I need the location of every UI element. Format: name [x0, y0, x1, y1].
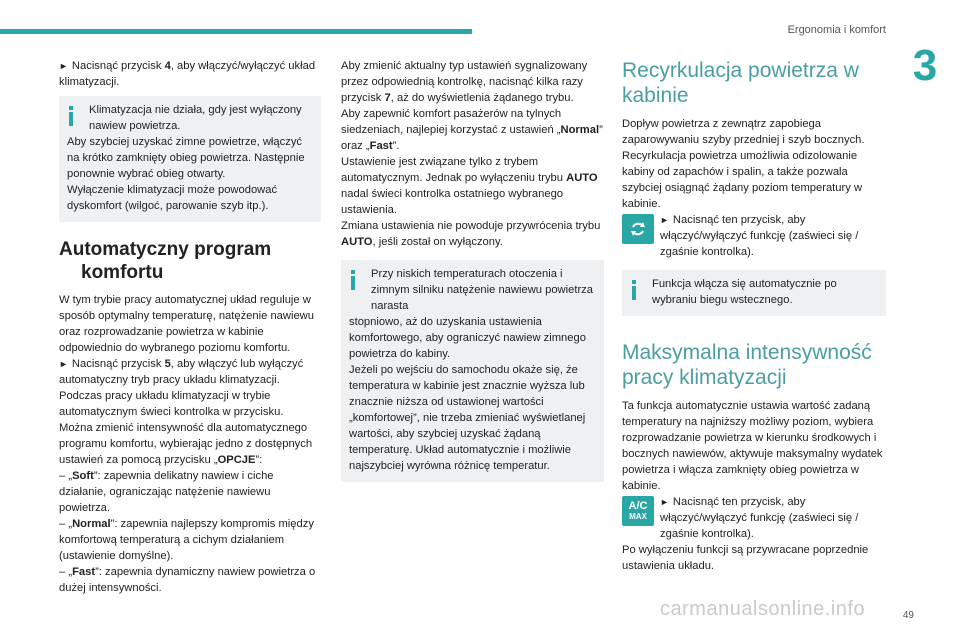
- paragraph: Ustawienie jest związane tylko z trybem automatycznym. Jednak po wyłączeniu trybu AUTO nadal świeci kontrolka ostatniego wybranego ustawienia.: [341, 156, 598, 216]
- list-item: – „Soft”: zapewnia delikatny nawiew i ciche działanie, ograniczając natężenie nawiewu powietrza.: [59, 470, 274, 514]
- info-note: [341, 260, 604, 482]
- chapter-number: 3: [912, 41, 938, 90]
- section-heading: Maksymalna intensywność pracy klimatyzacji: [622, 341, 872, 389]
- arrow-right-icon: ►: [59, 61, 68, 71]
- note-text: Aby szybciej uzyskać zimne powietrze, włączyć na krótko zamknięty obieg powietrza. Następnie ponownie wybrać obieg otwarty. Wyłączenie klimatyzacji może powodować dyskomfort (wilgoć, parowanie szyb itp.).: [67, 136, 305, 212]
- instruction-with-icon: [622, 212, 886, 260]
- instruction-text: Nacisnąć ten przycisk, aby włączyć/wyłączyć funkcję (zaświeci się / zgaśnie kontrolka).: [660, 214, 859, 258]
- arrow-right-icon: ►: [660, 215, 669, 225]
- info-note: [59, 96, 321, 222]
- header-accent-bar: [0, 29, 472, 34]
- info-icon: [632, 280, 636, 300]
- column-right: [622, 58, 886, 574]
- instruction-with-icon: [622, 494, 886, 542]
- arrow-right-icon: ►: [660, 497, 669, 507]
- arrow-right-icon: ►: [59, 359, 68, 369]
- column-middle: [341, 58, 604, 492]
- paragraph: ► Nacisnąć przycisk 4, aby włączyć/wyłączyć układ klimatyzacji.: [59, 60, 316, 88]
- note-text: stopniowo, aż do uzyskania ustawienia komfortowego, aby ograniczyć nawiew zimnego powietrza do kabiny. Jeżeli po wejściu do samochodu okaże się, że temperatura w kabinie jest znacznie wyższa lub znacznie niższa od ustawionej wartości „komfortowej”, nie trzeba zmieniać wyświetlanej wartości, aby szybciej uzyskać żądaną temperaturę. Układ automatycznie i możliwie najszybciej wyrówna różnicę temperatur.: [349, 316, 586, 472]
- instruction-text: Nacisnąć ten przycisk, aby włączyć/wyłączyć funkcję (zaświeci się / zgaśnie kontrolka).: [660, 496, 859, 540]
- paragraph: Ta funkcja automatycznie ustawia wartość zadaną temperatury na najniższy możliwy poziom, wybiera rozprowadzanie powietrza w kierunku środkowych i bocznych nawiewów, aktywuje maksymalny wydatek powietrza i włącza zamknięty obieg powietrza w kabinie.: [622, 400, 883, 492]
- note-text: Klimatyzacja nie działa, gdy jest wyłączony nawiew powietrza.: [89, 104, 302, 132]
- info-icon: [69, 106, 73, 126]
- section-heading: Automatyczny program komfortu: [59, 239, 272, 283]
- list-item: – „Fast”: zapewnia dynamiczny nawiew powietrza o dużej intensywności.: [59, 566, 316, 594]
- paragraph: Można zmienić intensywność dla automatycznego programu komfortu, wybierając jedno z dostępnych ustawień za pomocą przycisku „OPCJE”:: [59, 422, 313, 466]
- note-text: Funkcja włącza się automatycznie po wybraniu biegu wstecznego.: [652, 278, 837, 306]
- recirculation-icon: [622, 214, 654, 244]
- paragraph: Aby zapewnić komfort pasażerów na tylnych siedzeniach, najlepiej korzystać z ustawień „Normal” oraz „Fast”.: [341, 108, 603, 152]
- paragraph: ► Nacisnąć przycisk 5, aby włączyć lub wyłączyć automatyczny tryb pracy układu klimatyzacji.: [59, 358, 304, 386]
- watermark: carmanualsonline.info: [660, 598, 866, 620]
- page-number: 49: [902, 610, 914, 621]
- ac-max-icon: A/C MAX: [622, 496, 654, 526]
- section-heading: Recyrkulacja powietrza w kabinie: [622, 59, 859, 107]
- paragraph: W tym trybie pracy automatycznej układ reguluje w sposób optymalny temperaturę, natężenie nawiewu oraz rozprowadzanie powietrza w kabinie odpowiednio do wybranego poziomu komfortu.: [59, 294, 314, 354]
- note-text: Przy niskich temperaturach otoczenia i zimnym silniku natężenie nawiewu powietrza narasta: [371, 268, 593, 312]
- list-item: – „Normal”: zapewnia najlepszy kompromis między komfortową temperaturą a cichym działaniem (ustawienie domyślne).: [59, 518, 314, 562]
- paragraph: Aby zmienić aktualny typ ustawień sygnalizowany przez odpowiednią kontrolkę, nacisnąć kilka razy przycisk 7, aż do wyświetlenia żądanego trybu.: [341, 60, 588, 104]
- paragraph: Po wyłączeniu funkcji są przywracane poprzednie ustawienia układu.: [622, 544, 869, 572]
- paragraph: Zmiana ustawienia nie powoduje przywrócenia trybu AUTO, jeśli został on wyłączony.: [341, 220, 601, 248]
- info-note: [622, 270, 886, 316]
- section-title: Ergonomia i komfort: [787, 24, 886, 36]
- paragraph: Dopływ powietrza z zewnątrz zapobiega zaparowywaniu szyby przedniej i szyb bocznych. Recyrkulacja powietrza umożliwia odizolowanie kabiny od zapachów i spalin, a także pozwala szybciej osiągnąć żądany poziom temperatury w kabinie.: [622, 118, 865, 210]
- column-left: [59, 58, 321, 596]
- paragraph: Podczas pracy układu klimatyzacji w trybie automatycznym świeci kontrolka w przycisku.: [59, 390, 284, 418]
- info-icon: [351, 270, 355, 290]
